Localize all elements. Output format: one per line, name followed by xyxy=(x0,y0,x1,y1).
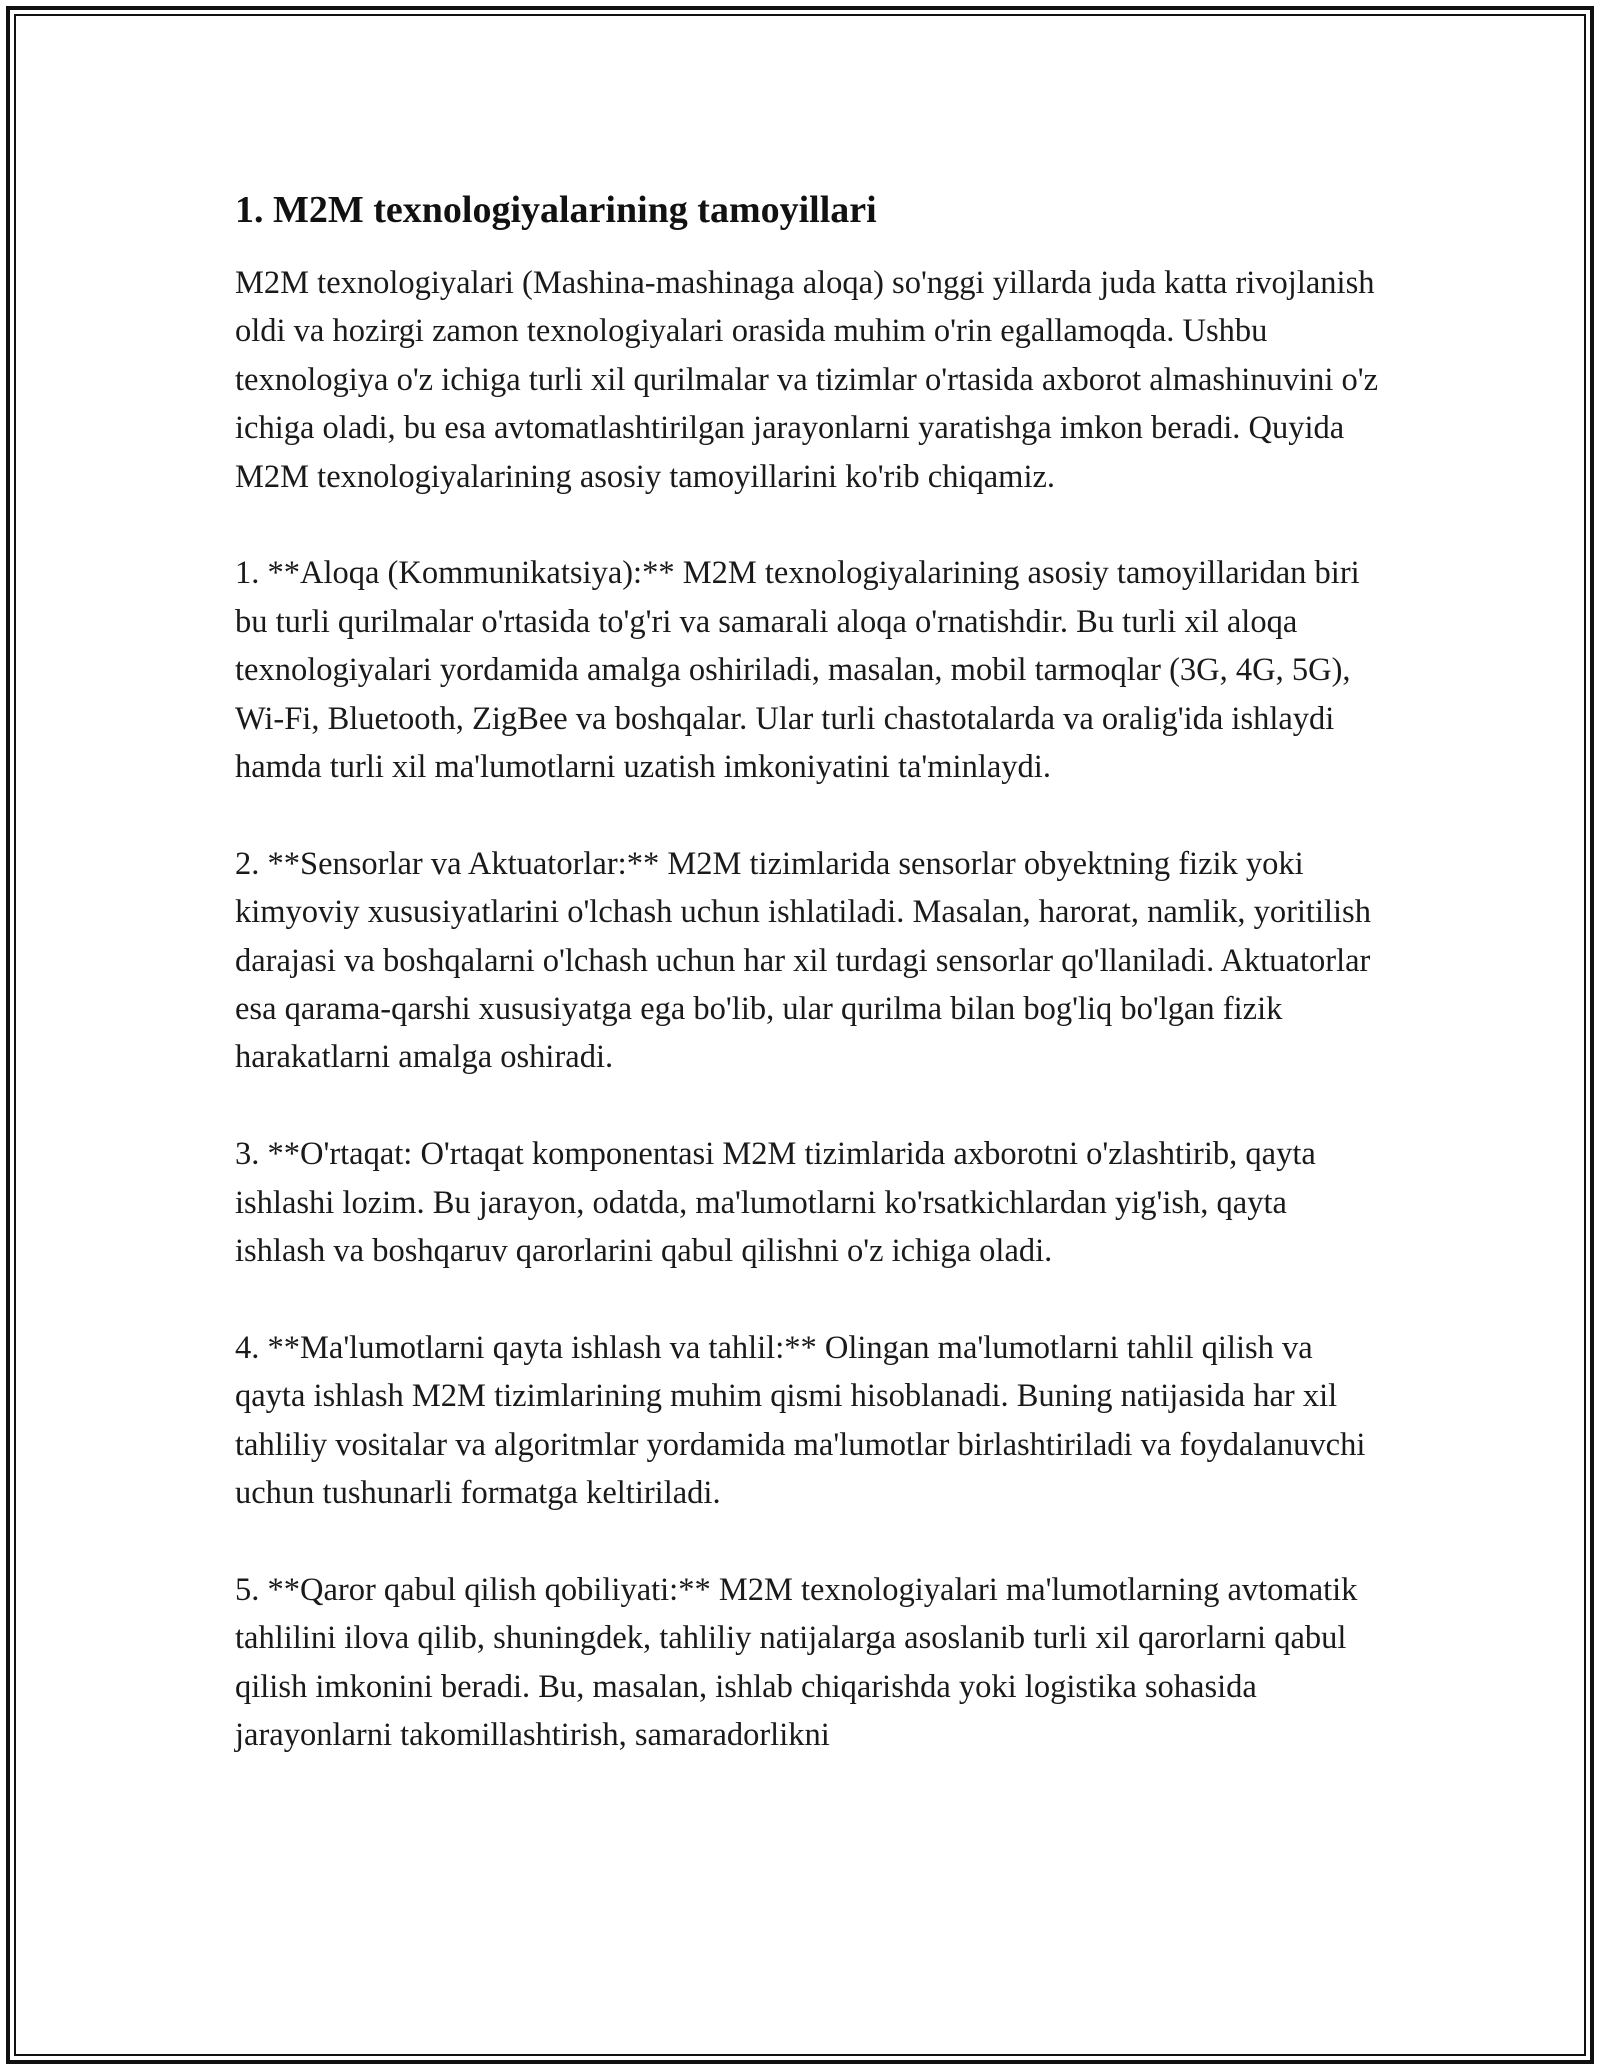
paragraph-decision-making: 5. **Qaror qabul qilish qobiliyati:** M2M texnologiyalari ma'lumotlarning avtomatik tahlilini ilova qilib, shuningdek, tahliliy natijalarga asoslanib turli xil qarorlarni qabul qilish imkonini beradi. Bu, masalan, ishlab chiqarishda yoki logistika sohasida jarayonlarni takomillashtirish, samaradorlikni xyxy=(235,1571,1358,1754)
paragraph-sensors-actuators: 2. **Sensorlar va Aktuatorlar:** M2M tizimlarida sensorlar obyektning fizik yoki kimyoviy xususiyatlarini o'lchash uchun ishlatiladi. Masalan, harorat, namlik, yoritilish darajasi va boshqalarni o'lchash uchun har xil turdagi sensorlar qo'llaniladi. Aktuatorlar esa qarama-qarshi xususiyatga ega bo'lib, ular qurilma bilan bog'liq bo'lgan fizik harakatlarni amalga oshiradi. xyxy=(235,845,1371,1076)
document-title: 1. M2M texnologiyalarining tamoyillari xyxy=(235,189,877,231)
paragraph-middleware: 3. **O'rtaqat: O'rtaqat komponentasi M2M tizimlarida axborotni o'zlashtirib, qayta ishlashi lozim. Bu jarayon, odatda, ma'lumotlarni ko'rsatkichlardan yig'ish, qayta ishlash va boshqaruv qarorlarini qabul qilishni o'z ichiga oladi. xyxy=(235,1136,1316,1270)
intro-paragraph: M2M texnologiyalari (Mashina-mashinaga aloqa) so'nggi yillarda juda katta rivojlanish oldi va hozirgi zamon texnologiyalari orasida muhim o'rin egallamoqda. Ushbu texnologiya o'z ichiga turli xil qurilmalar va tizimlar o'rtasida axborot almashinuvini o'z ichiga oladi, bu esa avtomatlashtirilgan jarayonlarni yaratishga imkon beradi. Quyida M2M texnologiyalarining asosiy tamoyillarini ko'rib chiqamiz. xyxy=(235,265,1379,495)
paragraph-communication: 1. **Aloqa (Kommunikatsiya):** M2M texnologiyalarining asosiy tamoyillaridan biri bu turli qurilmalar o'rtasida to'g'ri va samarali aloqa o'rnatishdir. Bu turli xil aloqa texnologiyalari yordamida amalga oshiriladi, masalan, mobil tarmoqlar (3G, 4G, 5G), Wi-Fi, Bluetooth, ZigBee va boshqalar. Ular turli chastotalarda va oralig'ida ishlaydi hamda turli xil ma'lumotlarni uzatish imkoniyatini ta'minlaydi. xyxy=(235,555,1360,786)
paragraph-data-processing: 4. **Ma'lumotlarni qayta ishlash va tahlil:** Olingan ma'lumotlarni tahlil qilish va qayta ishlash M2M tizimlarining muhim qismi hisoblanadi. Buning natijasida har xil tahliliy vositalar va algoritmlar yordamida ma'lumotlar birlashtiriladi va foydalanuvchi uchun tushunarli formatga keltiriladi. xyxy=(235,1329,1366,1512)
document-body xyxy=(235,185,1385,1760)
